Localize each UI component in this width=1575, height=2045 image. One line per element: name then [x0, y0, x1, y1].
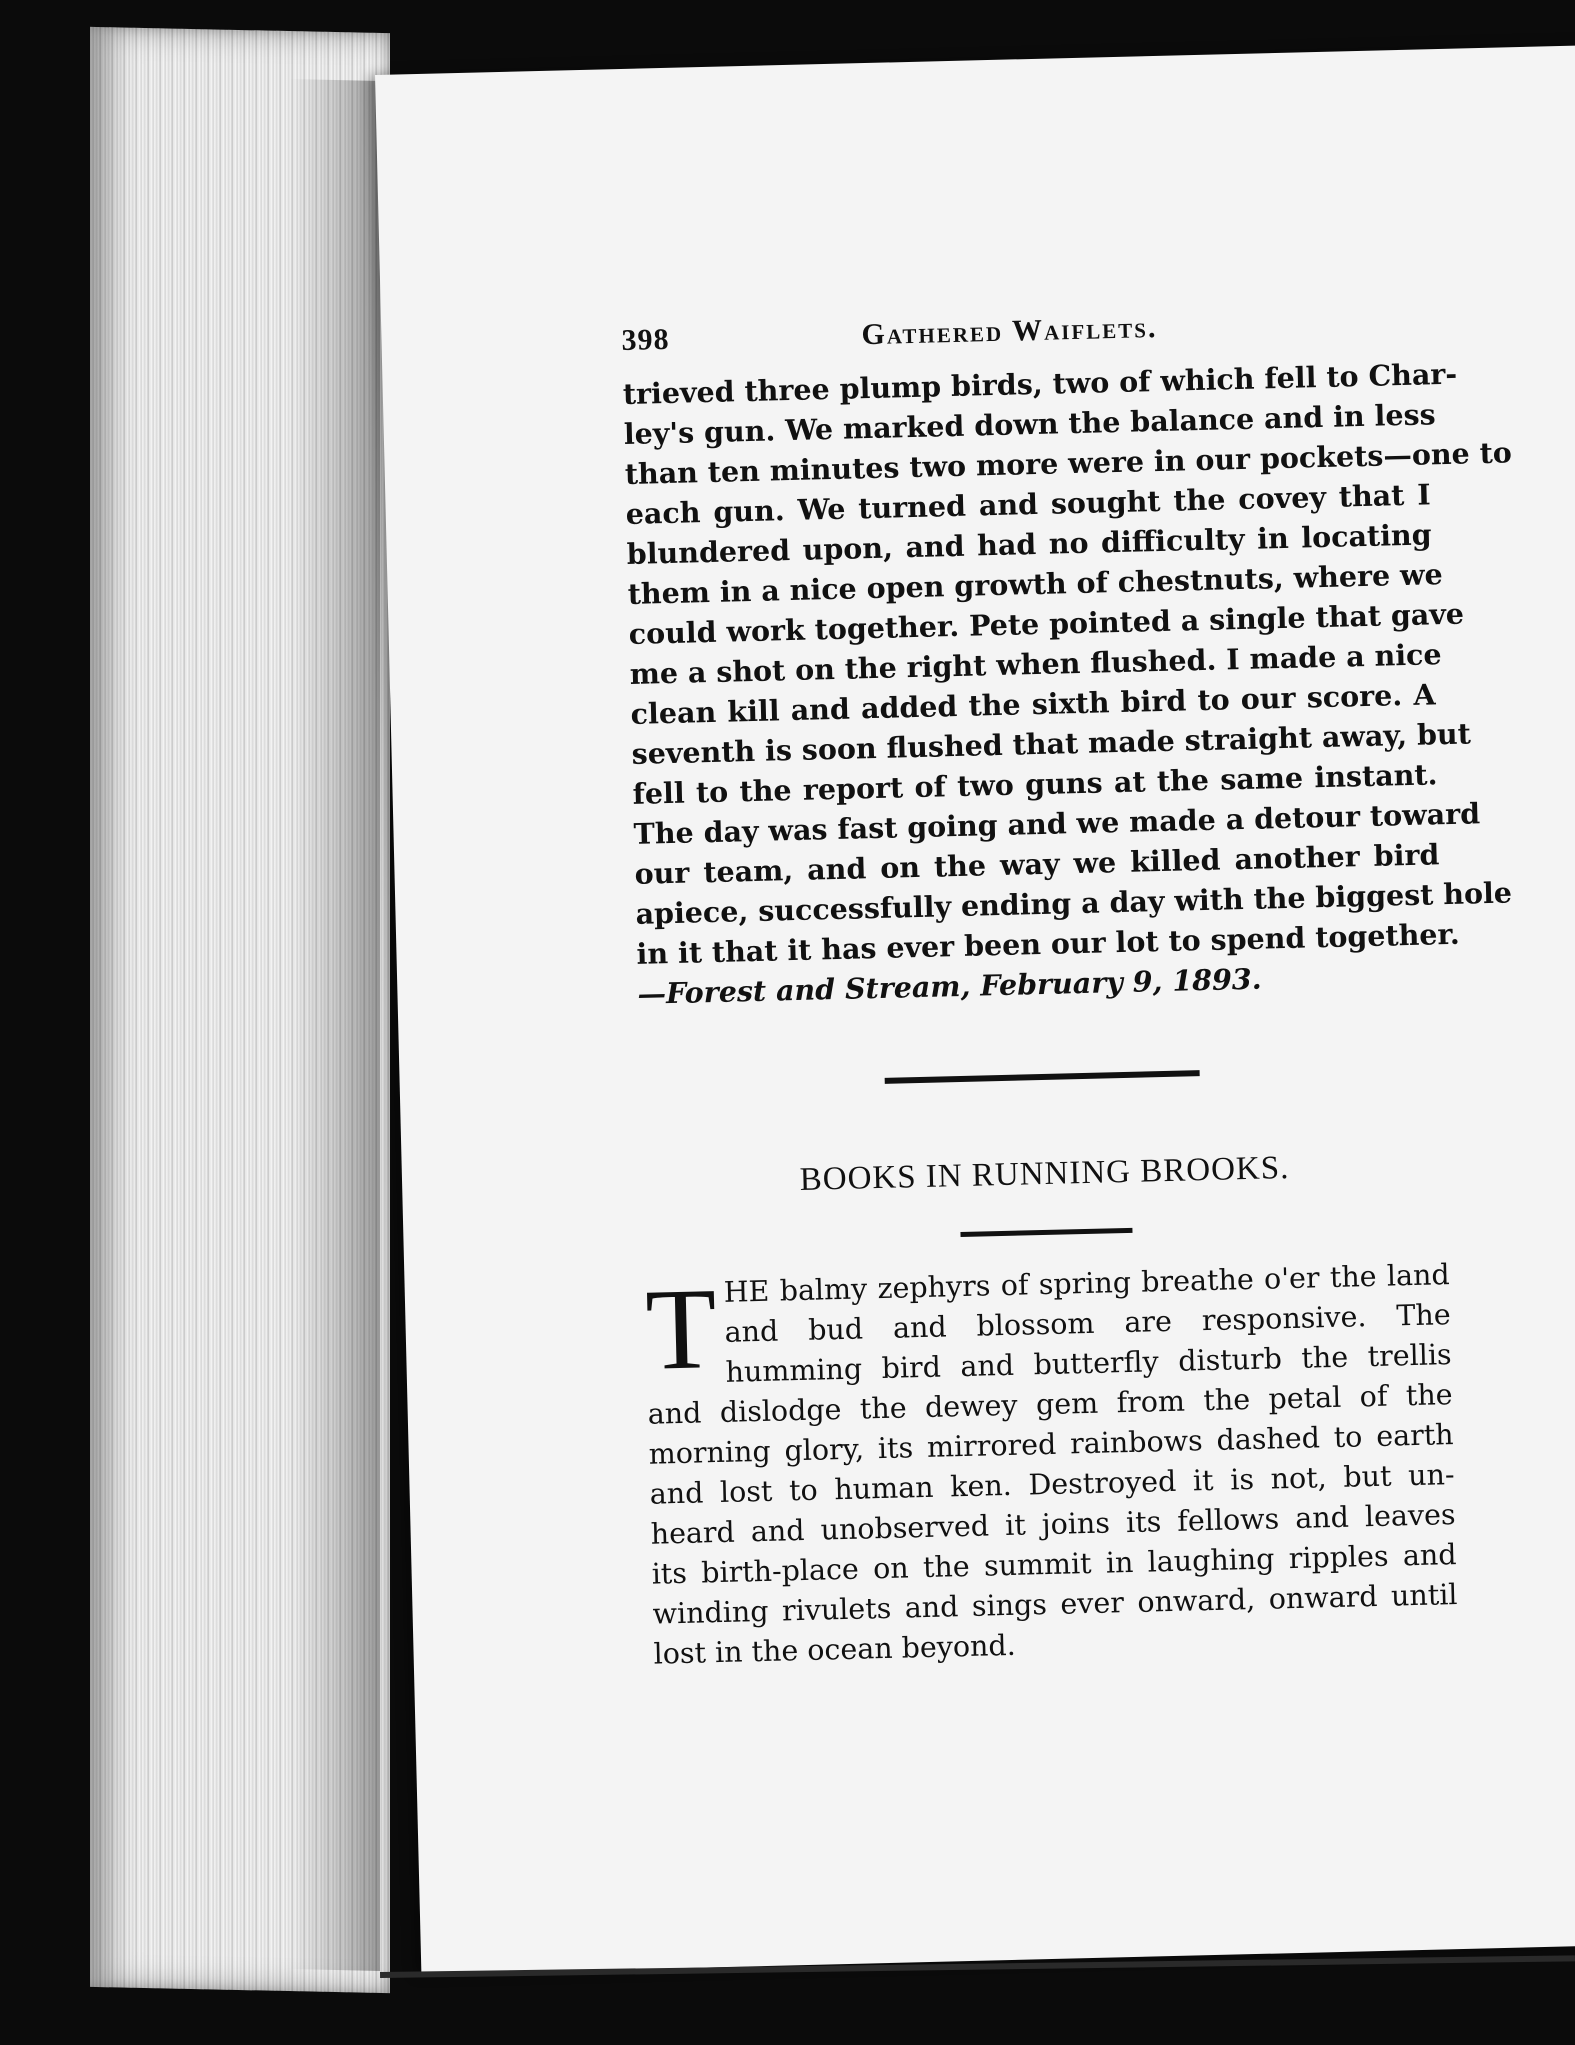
text-line: and bud and blossom are responsive. The: [724, 1298, 1452, 1349]
text-line: apiece, successfully ending a day with the biggest hole: [635, 875, 1513, 931]
section-title: BOOKS IN RUNNING BROOKS.: [799, 1149, 1290, 1198]
text-line: heard and unobserved it joins its fellows and leaves: [650, 1498, 1456, 1551]
drop-cap: T: [644, 1265, 719, 1395]
title-underline-rule: [960, 1228, 1132, 1237]
article-continuation: [622, 354, 1513, 1013]
book-page: [375, 45, 1575, 1974]
article-paragraph: [644, 1255, 1459, 1675]
text-line: The day was fast going and we made a detour toward: [633, 796, 1481, 851]
source-citation: —Forest and Stream, February 9, 1893.: [637, 961, 1262, 1011]
text-line: winding rivulets and sings ever onward, onward until: [652, 1578, 1458, 1631]
section-divider-rule: [885, 1070, 1200, 1084]
text-line: HE balmy zephyrs of spring breathe o'er the land: [723, 1258, 1451, 1309]
text-line: than ten minutes two more were in our pockets—one to: [624, 435, 1513, 492]
text-line: them in a nice open growth of chestnuts, where we: [627, 557, 1444, 611]
text-line: in it that it has ever been our lot to spend together.: [636, 916, 1461, 971]
text-line: morning glory, its mirrored rainbows dashed to earth: [648, 1418, 1454, 1471]
text-line: our team, and on the way we killed another bird: [634, 837, 1440, 891]
text-line: clean kill and added the sixth bird to our score. A: [630, 677, 1436, 731]
page-number: 398: [621, 322, 670, 358]
text-line: could work together. Pete pointed a single that gave: [628, 596, 1465, 651]
text-line: its birth-place on the summit in laughing ripples and: [651, 1538, 1457, 1591]
gutter-shadow: [290, 79, 380, 1971]
text-block: [621, 304, 1513, 1674]
article-body: [644, 1255, 1459, 1675]
text-line: fell to the report of two guns at the same instant.: [632, 757, 1438, 811]
text-line: ley's gun. We marked down the balance and in less: [623, 397, 1436, 452]
text-line: seventh is soon flushed that made straight away, but: [631, 716, 1472, 771]
text-line: trieved three plump birds, two of which fell to Char-: [622, 356, 1458, 412]
text-line: and lost to human ken. Destroyed it is not, but un-: [649, 1458, 1455, 1511]
running-title: Gathered Waiflets.: [861, 310, 1158, 352]
text-line: humming bird and butterfly disturb the trellis: [725, 1338, 1452, 1389]
text-line: lost in the ocean beyond.: [653, 1628, 1017, 1671]
text-line: each gun. We turned and sought the covey that I: [625, 477, 1431, 531]
text-line: me a shot on the right when flushed. I made a nice: [629, 637, 1442, 691]
text-line: blundered upon, and had no difficulty in locating: [626, 517, 1432, 571]
text-line: and dislodge the dewey gem from the petal of the: [647, 1378, 1453, 1431]
